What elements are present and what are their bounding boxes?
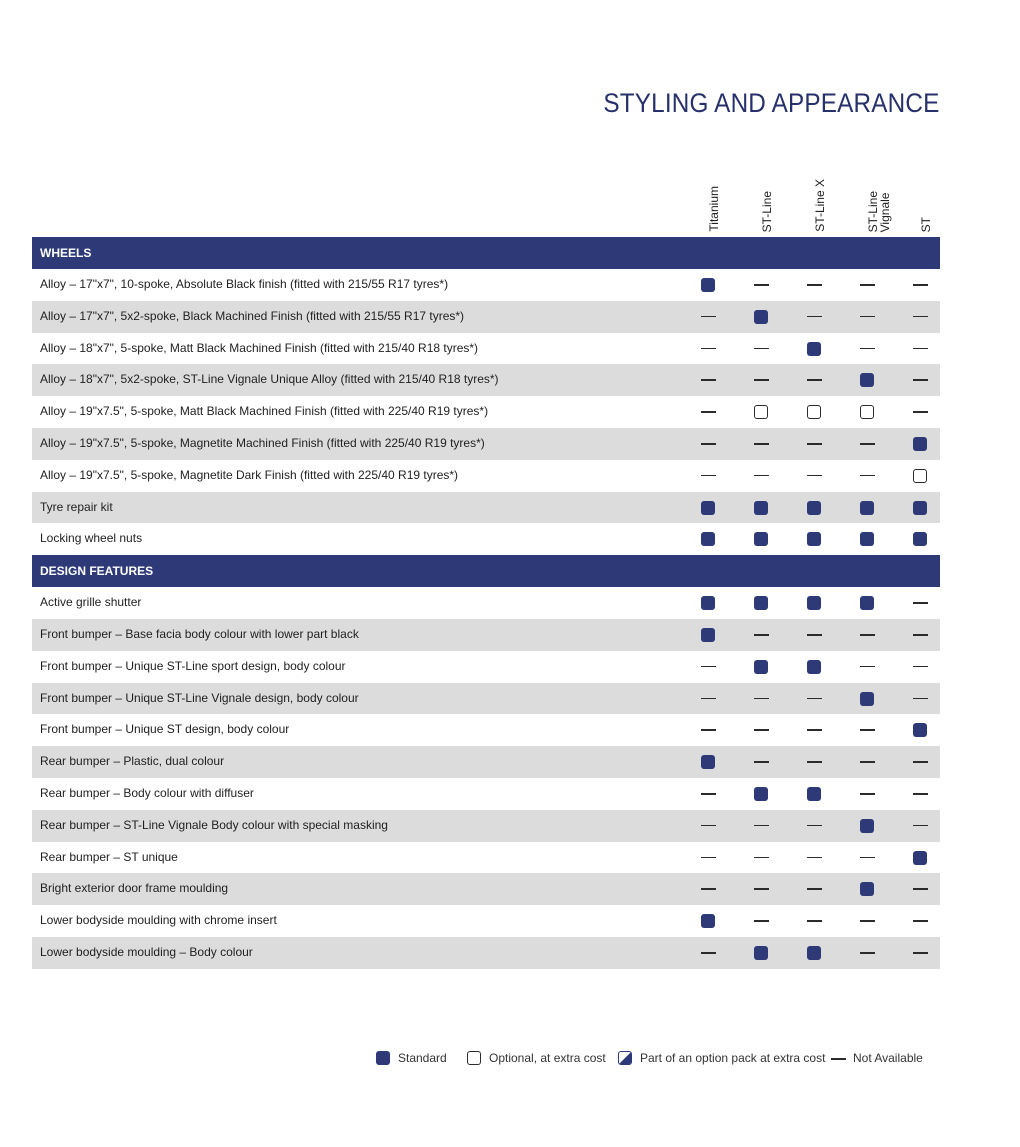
availability-cell xyxy=(852,364,882,396)
availability-cell xyxy=(905,364,935,396)
dash-icon xyxy=(807,920,822,922)
availability-cell xyxy=(693,778,723,810)
standard-square-icon xyxy=(701,501,715,515)
dash-icon xyxy=(701,698,716,700)
column-header-3 xyxy=(847,170,892,234)
table-row xyxy=(32,492,940,524)
table-row xyxy=(32,746,940,778)
standard-square-icon xyxy=(860,596,874,610)
dash-icon xyxy=(754,825,769,827)
availability-cell xyxy=(693,587,723,619)
table-row xyxy=(32,269,940,301)
availability-cell xyxy=(852,842,882,874)
availability-cell xyxy=(905,778,935,810)
dash-icon xyxy=(701,952,716,954)
dash-icon xyxy=(754,761,769,763)
availability-cell xyxy=(693,460,723,492)
column-header-label: ST-Line xyxy=(760,190,774,232)
availability-cell xyxy=(799,301,829,333)
dash-icon xyxy=(807,316,822,318)
standard-square-icon xyxy=(913,532,927,546)
dash-icon xyxy=(807,443,822,445)
availability-cell xyxy=(852,778,882,810)
availability-cell xyxy=(746,810,776,842)
dash-icon xyxy=(701,793,716,795)
row-label: Front bumper – Base facia body colour with lower part black xyxy=(40,626,359,641)
availability-cell xyxy=(799,873,829,905)
dash-icon xyxy=(807,857,822,859)
column-header-label: ST-Line Vignale xyxy=(866,190,892,232)
dash-icon xyxy=(701,825,716,827)
dash-icon xyxy=(860,761,875,763)
standard-square-icon xyxy=(754,596,768,610)
table-row xyxy=(32,364,940,396)
availability-cell xyxy=(852,333,882,365)
availability-cell xyxy=(746,269,776,301)
standard-square-icon xyxy=(701,532,715,546)
dash-icon xyxy=(754,475,769,477)
availability-cell xyxy=(852,269,882,301)
availability-cell xyxy=(905,810,935,842)
row-label: Front bumper – Unique ST-Line sport design, body colour xyxy=(40,658,346,673)
dash-icon xyxy=(860,348,875,350)
optional-square-icon xyxy=(467,1051,481,1065)
availability-cell xyxy=(852,651,882,683)
section-header: DESIGN FEATURES xyxy=(32,555,940,587)
row-label: Locking wheel nuts xyxy=(40,531,143,546)
availability-cell xyxy=(799,364,829,396)
availability-cell xyxy=(852,810,882,842)
standard-square-icon xyxy=(807,787,821,801)
table-row xyxy=(32,428,940,460)
availability-cell xyxy=(905,937,935,969)
availability-cell xyxy=(746,778,776,810)
availability-cell xyxy=(799,396,829,428)
standard-square-icon xyxy=(913,501,927,515)
dash-icon xyxy=(807,825,822,827)
dash-icon xyxy=(807,475,822,477)
availability-cell xyxy=(905,396,935,428)
dash-icon xyxy=(860,952,875,954)
availability-cell xyxy=(799,810,829,842)
availability-cell xyxy=(852,523,882,555)
availability-cell xyxy=(746,428,776,460)
dash-icon xyxy=(913,379,928,381)
availability-cell xyxy=(905,905,935,937)
table-row xyxy=(32,778,940,810)
row-label: Front bumper – Unique ST-Line Vignale design, body colour xyxy=(40,690,359,705)
column-header-4 xyxy=(900,170,940,234)
standard-square-icon xyxy=(754,660,768,674)
row-label: Bright exterior door frame moulding xyxy=(40,881,229,896)
row-label: Lower bodyside moulding – Body colour xyxy=(40,944,253,959)
availability-cell xyxy=(746,905,776,937)
availability-cell xyxy=(799,842,829,874)
availability-cell xyxy=(799,428,829,460)
availability-cell xyxy=(693,364,723,396)
standard-square-icon xyxy=(807,946,821,960)
dash-icon xyxy=(913,634,928,636)
row-label: Rear bumper – Body colour with diffuser xyxy=(40,785,254,800)
availability-cell xyxy=(693,619,723,651)
table-row xyxy=(32,301,940,333)
standard-square-icon xyxy=(807,596,821,610)
column-header-label: ST xyxy=(919,216,933,232)
availability-cell xyxy=(905,587,935,619)
dash-icon xyxy=(754,379,769,381)
page-title: STYLING AND APPEARANCE xyxy=(603,88,940,118)
availability-cell xyxy=(693,873,723,905)
availability-cell xyxy=(852,301,882,333)
availability-cell xyxy=(905,746,935,778)
standard-square-icon xyxy=(754,787,768,801)
dash-icon xyxy=(807,284,822,286)
standard-square-icon xyxy=(807,532,821,546)
spec-table xyxy=(32,237,940,969)
availability-cell xyxy=(852,905,882,937)
standard-square-icon xyxy=(701,755,715,769)
standard-square-icon xyxy=(376,1051,390,1065)
column-header-label: ST-Line X xyxy=(813,179,827,232)
dash-icon xyxy=(754,729,769,731)
row-label: Alloy – 18"x7", 5x2-spoke, ST-Line Vignale Unique Alloy (fitted with 215/40 R18 tyres*) xyxy=(40,372,499,387)
availability-cell xyxy=(693,269,723,301)
dash-icon xyxy=(860,316,875,318)
dash-icon xyxy=(860,443,875,445)
availability-cell xyxy=(693,523,723,555)
availability-cell xyxy=(799,619,829,651)
availability-cell xyxy=(852,937,882,969)
standard-square-icon xyxy=(913,437,927,451)
standard-square-icon xyxy=(860,373,874,387)
row-label: Rear bumper – ST-Line Vignale Body colour with special masking xyxy=(40,817,388,832)
availability-cell xyxy=(693,428,723,460)
dash-icon xyxy=(701,443,716,445)
dash-icon xyxy=(701,475,716,477)
row-label: Alloy – 19"x7.5", 5-spoke, Matt Black Machined Finish (fitted with 225/40 R19 tyres*) xyxy=(40,404,489,419)
dash-icon xyxy=(754,348,769,350)
availability-cell xyxy=(852,428,882,460)
dash-icon xyxy=(754,443,769,445)
standard-square-icon xyxy=(860,819,874,833)
availability-cell xyxy=(905,460,935,492)
dash-icon xyxy=(807,698,822,700)
row-label: Alloy – 19"x7.5", 5-spoke, Magnetite Machined Finish (fitted with 225/40 R19 tyres*) xyxy=(40,435,485,450)
row-label: Alloy – 19"x7.5", 5-spoke, Magnetite Dark Finish (fitted with 225/40 R19 tyres*) xyxy=(40,467,459,482)
availability-cell xyxy=(799,714,829,746)
dash-icon xyxy=(701,316,716,318)
dash-icon xyxy=(913,825,928,827)
dash-icon xyxy=(913,793,928,795)
optional-square-icon xyxy=(913,469,927,483)
table-row xyxy=(32,460,940,492)
optional-square-icon xyxy=(807,405,821,419)
availability-cell xyxy=(852,683,882,715)
availability-cell xyxy=(693,333,723,365)
row-label: Tyre repair kit xyxy=(40,499,113,514)
availability-cell xyxy=(852,396,882,428)
availability-cell xyxy=(799,587,829,619)
availability-cell xyxy=(693,714,723,746)
dash-icon xyxy=(860,793,875,795)
standard-square-icon xyxy=(701,914,715,928)
dash-icon xyxy=(754,284,769,286)
dash-icon xyxy=(807,888,822,890)
availability-cell xyxy=(693,842,723,874)
standard-square-icon xyxy=(807,660,821,674)
availability-cell xyxy=(746,683,776,715)
availability-cell xyxy=(799,905,829,937)
availability-cell xyxy=(852,714,882,746)
dash-icon xyxy=(913,284,928,286)
row-label: Alloy – 17"x7", 10-spoke, Absolute Black finish (fitted with 215/55 R17 tyres*) xyxy=(40,277,449,291)
availability-cell xyxy=(799,746,829,778)
dash-icon xyxy=(913,348,928,350)
table-row xyxy=(32,810,940,842)
availability-cell xyxy=(799,683,829,715)
row-label: Rear bumper – Plastic, dual colour xyxy=(40,754,225,769)
availability-cell xyxy=(746,301,776,333)
availability-cell xyxy=(852,587,882,619)
availability-cell xyxy=(905,301,935,333)
availability-cell xyxy=(693,396,723,428)
optional-square-icon xyxy=(754,405,768,419)
dash-icon xyxy=(754,634,769,636)
availability-cell xyxy=(693,683,723,715)
dash-icon xyxy=(701,857,716,859)
availability-cell xyxy=(905,873,935,905)
availability-cell xyxy=(905,842,935,874)
availability-cell xyxy=(746,619,776,651)
availability-cell xyxy=(799,460,829,492)
availability-cell xyxy=(693,746,723,778)
dash-icon xyxy=(913,316,928,318)
table-row xyxy=(32,523,940,555)
legend-standard-label: Standard xyxy=(398,1051,447,1065)
availability-cell xyxy=(746,492,776,524)
standard-square-icon xyxy=(807,342,821,356)
availability-cell xyxy=(746,842,776,874)
dash-icon xyxy=(913,411,928,413)
dash-icon xyxy=(701,379,716,381)
availability-cell xyxy=(905,492,935,524)
table-row xyxy=(32,396,940,428)
legend-not-available-label: Not Available xyxy=(853,1051,923,1065)
dash-icon xyxy=(701,348,716,350)
standard-square-icon xyxy=(754,310,768,324)
dash-icon xyxy=(913,888,928,890)
dash-icon xyxy=(913,666,928,668)
availability-cell xyxy=(799,778,829,810)
availability-cell xyxy=(799,651,829,683)
availability-cell xyxy=(746,746,776,778)
standard-square-icon xyxy=(860,882,874,896)
dash-icon xyxy=(754,698,769,700)
standard-square-icon xyxy=(807,501,821,515)
availability-cell xyxy=(746,523,776,555)
availability-cell xyxy=(746,873,776,905)
dash-icon xyxy=(860,284,875,286)
availability-cell xyxy=(746,333,776,365)
table-row xyxy=(32,714,940,746)
availability-cell xyxy=(693,492,723,524)
availability-cell xyxy=(799,269,829,301)
availability-cell xyxy=(799,492,829,524)
table-row xyxy=(32,333,940,365)
availability-cell xyxy=(746,937,776,969)
table-row xyxy=(32,651,940,683)
table-row xyxy=(32,873,940,905)
availability-cell xyxy=(746,396,776,428)
availability-cell xyxy=(905,269,935,301)
row-label: Lower bodyside moulding with chrome insert xyxy=(40,913,277,928)
dash-icon xyxy=(860,475,875,477)
pack-half-square-icon xyxy=(618,1051,632,1065)
dash-icon xyxy=(807,634,822,636)
row-label: Alloy – 17"x7", 5x2-spoke, Black Machined Finish (fitted with 215/55 R17 tyres*) xyxy=(40,308,465,323)
standard-square-icon xyxy=(860,532,874,546)
dash-icon xyxy=(913,952,928,954)
legend-pack-label: Part of an option pack at extra cost xyxy=(640,1051,826,1065)
column-header-0 xyxy=(688,170,728,234)
dash-icon xyxy=(860,729,875,731)
availability-cell xyxy=(693,937,723,969)
dash-icon xyxy=(860,920,875,922)
row-label: Alloy – 18"x7", 5-spoke, Matt Black Machined Finish (fitted with 215/40 R18 tyres*) xyxy=(40,340,479,355)
dash-icon xyxy=(860,857,875,859)
standard-square-icon xyxy=(701,628,715,642)
availability-cell xyxy=(852,460,882,492)
dash-icon xyxy=(807,379,822,381)
availability-cell xyxy=(693,651,723,683)
availability-cell xyxy=(905,619,935,651)
availability-cell xyxy=(852,492,882,524)
standard-square-icon xyxy=(754,532,768,546)
standard-square-icon xyxy=(754,501,768,515)
table-row xyxy=(32,587,940,619)
dash-icon xyxy=(754,857,769,859)
availability-cell xyxy=(746,714,776,746)
availability-cell xyxy=(799,523,829,555)
availability-cell xyxy=(799,937,829,969)
availability-cell xyxy=(693,301,723,333)
availability-cell xyxy=(746,587,776,619)
standard-square-icon xyxy=(860,501,874,515)
availability-cell xyxy=(746,460,776,492)
column-header-1 xyxy=(741,170,781,234)
column-headers xyxy=(0,170,1020,234)
standard-square-icon xyxy=(701,278,715,292)
standard-square-icon xyxy=(860,692,874,706)
availability-cell xyxy=(905,714,935,746)
dash-icon xyxy=(913,761,928,763)
dash-icon xyxy=(701,411,716,413)
availability-cell xyxy=(905,523,935,555)
availability-cell xyxy=(905,683,935,715)
dash-icon xyxy=(913,602,928,604)
availability-cell xyxy=(905,428,935,460)
availability-cell xyxy=(746,364,776,396)
standard-square-icon xyxy=(913,723,927,737)
dash-icon xyxy=(701,666,716,668)
availability-cell xyxy=(693,810,723,842)
standard-square-icon xyxy=(754,946,768,960)
dash-icon xyxy=(913,698,928,700)
optional-square-icon xyxy=(860,405,874,419)
dash-icon xyxy=(913,920,928,922)
table-row xyxy=(32,619,940,651)
column-header-2 xyxy=(794,170,834,234)
availability-cell xyxy=(799,333,829,365)
dash-icon xyxy=(860,634,875,636)
availability-cell xyxy=(693,905,723,937)
availability-cell xyxy=(905,651,935,683)
row-label: Rear bumper – ST unique xyxy=(40,849,178,864)
standard-square-icon xyxy=(913,851,927,865)
table-row xyxy=(32,683,940,715)
availability-cell xyxy=(852,746,882,778)
section-header: WHEELS xyxy=(32,237,940,269)
availability-cell xyxy=(852,873,882,905)
availability-cell xyxy=(746,651,776,683)
dash-icon xyxy=(807,729,822,731)
dash-icon xyxy=(754,888,769,890)
availability-cell xyxy=(852,619,882,651)
dash-icon xyxy=(754,920,769,922)
dash-icon xyxy=(701,729,716,731)
standard-square-icon xyxy=(701,596,715,610)
row-label: Front bumper – Unique ST design, body colour xyxy=(40,722,290,737)
dash-icon xyxy=(860,666,875,668)
table-row xyxy=(32,905,940,937)
availability-cell xyxy=(905,333,935,365)
legend-optional-label: Optional, at extra cost xyxy=(489,1051,606,1065)
table-row xyxy=(32,842,940,874)
dash-icon xyxy=(831,1058,846,1060)
column-header-label: Titanium xyxy=(707,186,721,232)
dash-icon xyxy=(807,761,822,763)
row-label: Active grille shutter xyxy=(40,595,142,610)
table-row xyxy=(32,937,940,969)
dash-icon xyxy=(701,888,716,890)
